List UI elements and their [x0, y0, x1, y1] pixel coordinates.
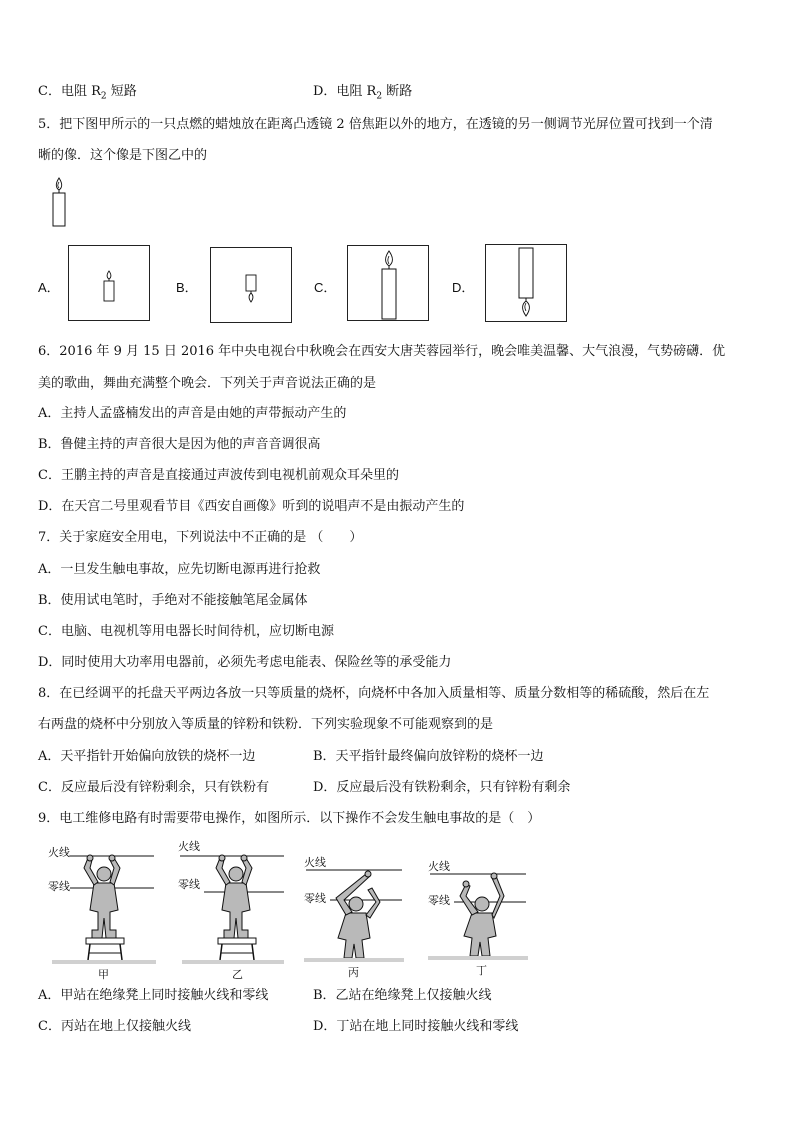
q6-option-a: A．主持人孟盛楠发出的声音是由她的声带振动产生的	[38, 406, 347, 421]
large-upright-candle-icon	[379, 250, 399, 320]
q9-option-d: D．丁站在地上同时接触火线和零线	[313, 1019, 519, 1034]
figure-label-yi: 乙	[232, 968, 243, 981]
q5-option-c-box[interactable]	[347, 245, 429, 321]
electrician-figure-jia	[48, 838, 158, 981]
q5-option-d-label: D．	[452, 280, 475, 295]
q5-option-a-label: A．	[38, 280, 60, 295]
q9-option-c: C．丙站在地上仅接触火线	[38, 1019, 191, 1034]
live-wire-label: 火线	[178, 840, 200, 853]
q6-stem-line1: 6．2016 年 9 月 15 日 2016 年中央电视台中秋晚会在西安大唐芙蓉园举行，晚会唯美温馨、大气浪漫，气势磅礴．优	[38, 344, 726, 359]
q7-stem: 7．关于家庭安全用电，下列说法中不正确的是 （ ）	[38, 530, 363, 545]
q5-option-d-box[interactable]	[485, 244, 567, 322]
q4-option-d: D．电阻 $R_2$ 断路	[313, 84, 413, 102]
electrician-figure-yi	[176, 836, 286, 981]
q6-option-b: B．鲁健主持的声音很大是因为他的声音音调很高	[38, 437, 321, 452]
q7-option-a: A．一旦发生触电事故，应先切断电源再进行抢救	[38, 562, 321, 577]
q5-stem-line2: 晰的像．这个像是下图乙中的	[38, 148, 208, 163]
neutral-wire-label: 零线	[428, 894, 450, 907]
q6-option-c: C．王鹏主持的声音是直接通过声波传到电视机前观众耳朵里的	[38, 468, 399, 483]
electrician-figure-bing	[302, 852, 406, 978]
q5-option-a-box[interactable]	[68, 245, 150, 321]
live-wire-label: 火线	[48, 846, 70, 859]
q4-option-c: C．电阻 $R_2$ 短路	[38, 84, 137, 102]
neutral-wire-label: 零线	[304, 892, 326, 905]
large-inverted-candle-icon	[516, 247, 536, 317]
q9-option-a: A．甲站在绝缘凳上同时接触火线和零线	[38, 988, 269, 1003]
q8-option-d: D．反应最后没有铁粉剩余，只有锌粉有剩余	[313, 780, 571, 795]
q8-option-b: B．天平指针最终偏向放锌粉的烧杯一边	[313, 749, 544, 764]
q7-option-c: C．电脑、电视机等用电器长时间待机，应切断电源	[38, 624, 334, 639]
neutral-wire-label: 零线	[178, 878, 200, 891]
live-wire-label: 火线	[304, 856, 326, 869]
q8-option-c: C．反应最后没有锌粉剩余，只有铁粉有	[38, 780, 269, 795]
candle-figure-jia	[50, 176, 70, 228]
q6-option-d: D．在天宫二号里观看节目《西安自画像》听到的说唱声不是由振动产生的	[38, 499, 465, 514]
q7-option-b: B．使用试电笔时，手绝对不能接触笔尾金属体	[38, 593, 308, 608]
q5-option-b-box[interactable]	[210, 247, 292, 323]
q9-stem: 9．电工维修电路有时需要带电操作，如图所示．以下操作不会发生触电事故的是（ ）	[38, 811, 541, 826]
live-wire-label: 火线	[428, 860, 450, 873]
small-inverted-candle-icon	[243, 274, 259, 304]
q8-option-a: A．天平指针开始偏向放铁的烧杯一边	[38, 749, 256, 764]
q8-stem-line2: 右两盘的烧杯中分别放入等质量的锌粉和铁粉．下列实验现象不可能观察到的是	[38, 717, 494, 732]
q5-option-b-label: B．	[176, 280, 198, 295]
figure-label-bing: 丙	[348, 966, 359, 979]
q6-stem-line2: 美的歌曲，舞曲充满整个晚会．下列关于声音说法正确的是	[38, 376, 377, 391]
q5-option-c-label: C．	[314, 280, 337, 295]
neutral-wire-label: 零线	[48, 880, 70, 893]
q8-stem-line1: 8．在已经调平的托盘天平两边各放一只等质量的烧杯，向烧杯中各加入质量相等、质量分数相等的稀硫酸，然后在左	[38, 686, 710, 701]
figure-label-jia: 甲	[98, 968, 109, 981]
q5-stem-line1: 5．把下图甲所示的一只点燃的蜡烛放在距离凸透镜 2 倍焦距以外的地方，在透镜的另一侧调节光屏位置可找到一个清	[38, 117, 713, 132]
q7-option-d: D．同时使用大功率用电器前，必须先考虑电能表、保险丝等的承受能力	[38, 655, 452, 670]
electrician-figure-ding	[426, 856, 530, 978]
small-upright-candle-icon	[101, 270, 117, 302]
figure-label-ding: 丁	[476, 964, 487, 977]
q9-option-b: B．乙站在绝缘凳上仅接触火线	[313, 988, 492, 1003]
